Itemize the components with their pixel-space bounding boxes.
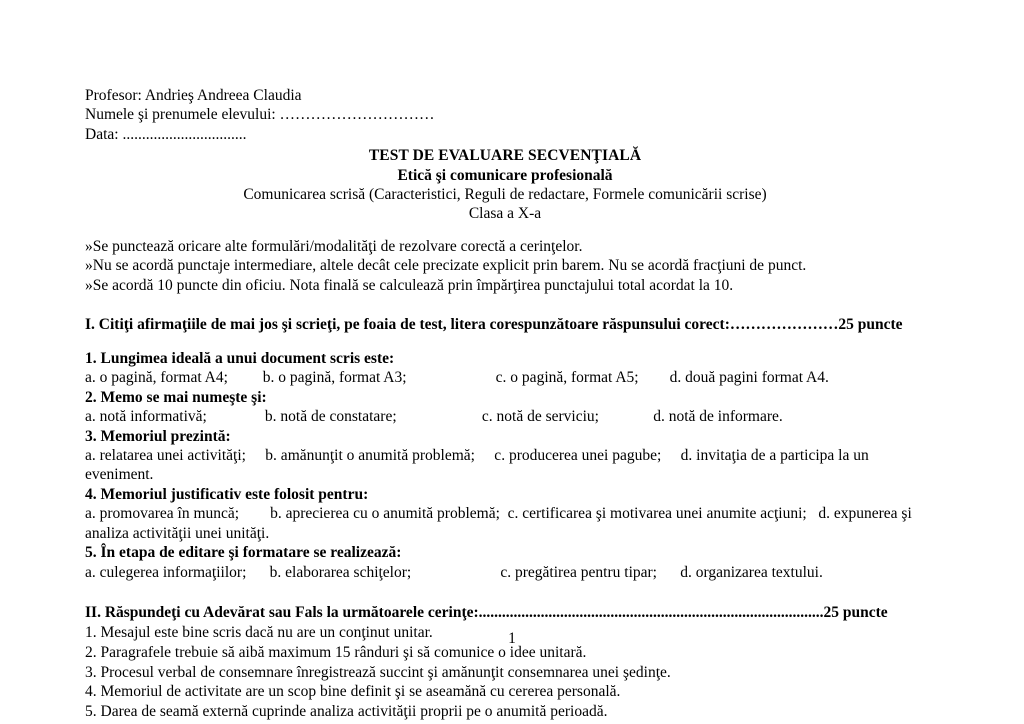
scoring-notes — [85, 237, 925, 296]
question-3-options: a. relatarea unei activităţi; b. amănunţit o anumită problemă; c. producerea unei pagube; d. invitaţia de a participa la un eveniment. — [85, 447, 873, 484]
question-2-options: a. notă informativă; b. notă de constatare; c. notă de serviciu; d. notă de informare. — [85, 408, 783, 426]
statement-3: 3. Procesul verbal de consemnare înregistrează succint şi amănunţit consemnarea unei şedinţe. — [85, 663, 671, 681]
question-2-text: 2. Memo se mai numeşte şi: — [85, 388, 267, 406]
page-number: 1 — [508, 630, 516, 647]
title-block — [85, 146, 925, 224]
statement-1: 1. Mesajul este bine scris dacă nu are un conţinut unitar. — [85, 624, 433, 642]
header-block — [85, 86, 925, 144]
note-line: »Se acordă 10 puncte din oficiu. Nota finală se calculează prin împărţirea punctajului total acordat la 10. — [85, 277, 734, 295]
document-body — [85, 86, 925, 721]
question-4-text: 4. Memoriul justificativ este folosit pentru: — [85, 485, 369, 503]
page-subtitle: Etică şi comunicare profesională — [397, 166, 613, 184]
page-title: TEST DE EVALUARE SECVENŢIALĂ — [368, 147, 642, 165]
note-line: »Se punctează oricare alte formulări/modalităţi de rezolvare corectă a cerinţelor. — [85, 237, 583, 255]
statement-2: 2. Paragrafele trebuie să aibă maximum 15 rânduri şi să comunice o idee unitară. — [85, 643, 587, 661]
note-line: »Nu se acordă punctaje intermediare, altele decât cele precizate explicit prin barem. Nu se acordă fracţiuni de punct. — [85, 257, 807, 275]
section-2-heading: II. Răspundeţi cu Adevărat sau Fals la următoarele cerinţe:.........................................................................................25 puncte — [85, 603, 888, 621]
question-5-options: a. culegerea informaţiilor; b. elaborarea schiţelor; c. pregătirea pentru tipar; d. organizarea textului. — [85, 563, 823, 581]
page-description: Comunicarea scrisă (Caracteristici, Reguli de redactare, Formele comunicării scrise) — [243, 186, 767, 204]
question-3-text: 3. Memoriul prezintă: — [85, 427, 231, 445]
class-label: Clasa a X-a — [468, 205, 542, 223]
teacher-line: Profesor: Andrieş Andreea Claudia — [85, 87, 302, 104]
question-1-text: 1. Lungimea ideală a unui document scris este: — [85, 350, 395, 368]
section-1-heading: I. Citiţi afirmaţiile de mai jos şi scrieţi, pe foaia de test, litera corespunzătoare răspunsului corect:…………………25 puncte — [85, 315, 903, 333]
question-1-options: a. o pagină, format A4; b. o pagină, format A3; c. o pagină, format A5; d. două pagini format A4. — [85, 369, 829, 387]
question-5-text: 5. În etapa de editare şi formatare se realizează: — [85, 544, 402, 562]
question-4-options: a. promovarea în muncă; b. aprecierea cu o anumită problemă; c. certificarea şi motivarea unei anumite acţiuni; d. expunerea şi analiza activităţii unei unităţi. — [85, 505, 916, 542]
question-1 — [85, 349, 925, 388]
question-3 — [85, 427, 925, 485]
question-5 — [85, 543, 925, 582]
question-4 — [85, 485, 925, 543]
question-2 — [85, 388, 925, 427]
statement-4: 4. Memoriul de activitate are un scop bine definit şi se aseamănă cu cererea personală. — [85, 683, 621, 701]
date-line: Data: ................................ — [85, 125, 247, 143]
student-name-line: Numele şi prenumele elevului: ………………………… — [85, 106, 435, 124]
statement-5: 5. Darea de seamă externă cuprinde analiza activităţii proprii pe o anumită perioadă. — [85, 702, 608, 720]
